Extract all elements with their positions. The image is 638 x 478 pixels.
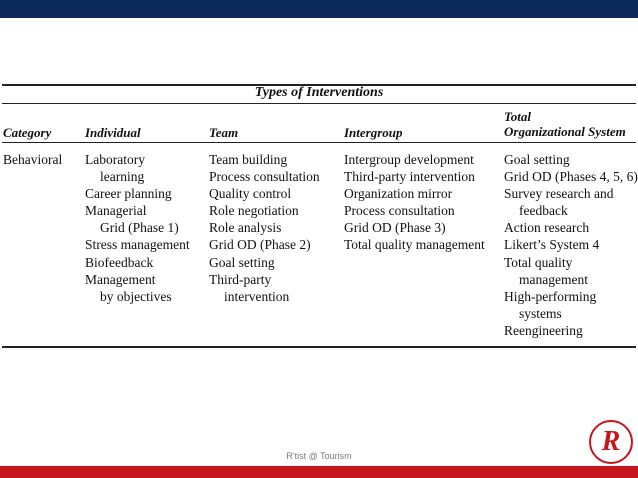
header-intergroup: Intergroup (344, 125, 403, 140)
individual-column (85, 151, 190, 305)
table-bottom-rule (2, 346, 636, 348)
header-category: Category (3, 125, 52, 140)
total-item: management (519, 271, 588, 287)
total-item: Total quality (504, 254, 573, 270)
individual-item: learning (100, 169, 145, 185)
individual-item: Laboratory (85, 152, 145, 167)
team-item: Quality control (209, 186, 292, 202)
title-rule (2, 103, 636, 104)
intergroup-item: Third-party intervention (344, 169, 475, 185)
total-system-column (504, 151, 638, 339)
category-cell: Behavioral (3, 152, 63, 167)
individual-item: Managerial (85, 203, 147, 219)
header-total (504, 109, 626, 139)
team-item: Process consultation (209, 169, 320, 185)
total-item: High-performing (504, 288, 597, 304)
individual-item: Career planning (85, 186, 172, 202)
team-column (209, 151, 320, 305)
header-rule (2, 142, 636, 143)
total-item: Survey research and (504, 186, 614, 202)
header-individual: Individual (85, 125, 141, 140)
team-item: Grid OD (Phase 2) (209, 237, 311, 253)
team-item: Third-party (209, 271, 272, 287)
intergroup-column (344, 151, 485, 254)
individual-item: Biofeedback (85, 254, 154, 270)
bottom-banner-bar (0, 466, 638, 478)
individual-item: Stress management (85, 237, 190, 253)
header-team: Team (209, 125, 239, 140)
team-item: intervention (224, 288, 290, 304)
header-total-line1: Total (504, 109, 531, 124)
team-item: Team building (209, 152, 288, 167)
individual-item: Grid (Phase 1) (100, 220, 179, 236)
intergroup-item: Total quality management (344, 237, 485, 253)
team-item: Goal setting (209, 254, 275, 270)
footer-credit: R'tist @ Tourism (286, 451, 352, 461)
total-item: Grid OD (Phases 4, 5, 6) (504, 169, 638, 185)
total-item: systems (519, 305, 562, 321)
rtist-logo (589, 420, 633, 464)
individual-item: Management (85, 271, 156, 287)
total-item: feedback (519, 203, 568, 219)
category-column (3, 151, 62, 168)
table-title: Types of Interventions (254, 85, 384, 100)
intergroup-item: Organization mirror (344, 186, 453, 202)
total-item: Reengineering (504, 322, 583, 338)
total-item: Goal setting (504, 152, 570, 167)
individual-item: by objectives (100, 288, 172, 304)
total-item: Action research (504, 220, 590, 236)
team-item: Role negotiation (209, 203, 299, 219)
logo-letter: R (601, 426, 621, 457)
intergroup-item: Process consultation (344, 203, 455, 219)
intergroup-item: Grid OD (Phase 3) (344, 220, 446, 236)
top-banner-bar (0, 0, 638, 18)
team-item: Role analysis (209, 220, 282, 236)
header-total-line2: Organizational System (504, 124, 626, 139)
intergroup-item: Intergroup development (344, 152, 474, 167)
total-item: Likert’s System 4 (504, 237, 600, 253)
